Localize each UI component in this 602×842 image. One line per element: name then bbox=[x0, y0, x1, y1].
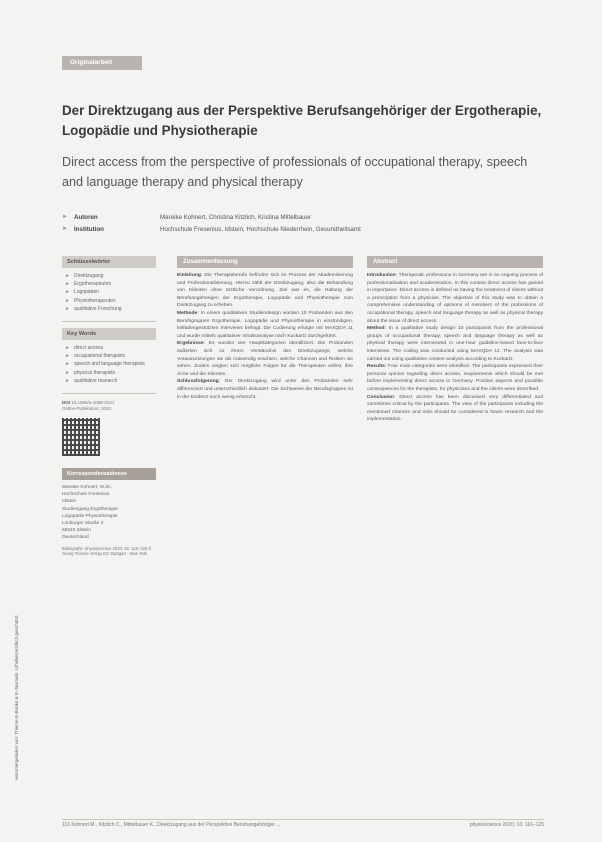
divider bbox=[62, 321, 156, 322]
institution-value: Hochschule Fresenius, Idstein, Hochschule Niederrhein, Gesundheitsamt bbox=[160, 225, 361, 233]
doi-value[interactable]: 10.1055/a-1068-0101 bbox=[71, 400, 115, 406]
paragraph: Conclusion: Direct access has been discussed very differentiated and sometimes critical by the participants. The view of the participants including the mentioned chances and risks should be considered in future research and the implementation. bbox=[367, 394, 543, 423]
abstract-body bbox=[367, 272, 543, 424]
list-item: ► occupational therapists bbox=[65, 353, 126, 360]
paragraph: Methode: In einem qualitativen Studiendesign wurden 10 Probanden aus den Berufsgruppen Ergotherapie, Logopädie und Physiotherapie in einstündigen, leitfadengestützten Interviews befragt. Die Codierung erfolgte mit MAXQDA 11 und wurde mittels qualitativer Inhaltsanalyse nach Kuckartz durchgeführt. bbox=[177, 310, 353, 339]
list-item: ► speech and language therapists bbox=[65, 361, 145, 368]
bullet-icon: ► bbox=[62, 214, 68, 220]
authors-value: Mareike Kohnert, Christina Kitzlich, Kristina Mittelbauer bbox=[160, 213, 311, 221]
correspondence-title: Korrespondenzadresse bbox=[62, 468, 156, 480]
qr-code-icon bbox=[62, 418, 100, 456]
list-item: ► Ergotherapeuten bbox=[65, 281, 112, 288]
list-item: ► qualitative research bbox=[65, 377, 118, 384]
paragraph: Schlussfolgerung: Der Direktzugang wird unter den Probanden sehr differenziert und unterschiedlich diskutiert. Die Sichtweise der Berufsgruppen ist in der Evidenz noch wenig erforscht. bbox=[177, 379, 353, 400]
zusammenfassung-body bbox=[177, 272, 353, 401]
bullet-icon: ► bbox=[65, 281, 70, 288]
doi-label: DOI bbox=[62, 400, 71, 406]
vertical-download-note bbox=[4, 80, 18, 800]
list-item: ► Logopäden bbox=[65, 289, 100, 296]
institution-label: Institution bbox=[74, 225, 104, 233]
keywords-list bbox=[62, 344, 156, 385]
institution-row bbox=[62, 223, 542, 235]
bullet-icon: ► bbox=[65, 273, 70, 279]
section-label: Originalarbeit bbox=[62, 56, 142, 70]
authors-label: Autoren bbox=[74, 213, 98, 221]
doi-block bbox=[62, 400, 156, 412]
zusammenfassung-title: Zusammenfassung bbox=[177, 256, 353, 268]
doi-extra: Online-Publikation: 2020 bbox=[62, 406, 112, 412]
schluesselwoerter-title: Schlüsselwörter bbox=[62, 256, 156, 268]
authors-row bbox=[62, 211, 542, 223]
paragraph: Method: In a qualitative study design 10 participants from the professional groups of occupational therapy, speech and language therapy as well as physical therapy were interviewed in one-hour guideline-based face-to-face interviews. The coding was conducted using MAXQDA 11. The analysis was carried out using qualitative content analysis according to Kuckartz. bbox=[367, 326, 543, 362]
paragraph: Ergebnisse: Es wurden vier Hauptkategorien identifiziert. Die Probanden äußerten sich zu ihrem Verständnis des Direktzugangs, welche Voraussetzungen sie als notwendig erachten, welche Chancen und Risiken sie sehen. Zudem zeigten sich mögliche Folgen für die Therapeuten selbst, ihre Ärzte und die Klienten. bbox=[177, 341, 354, 377]
paragraph: Einleitung: Die Therapieberufe befinden sich im Prozess der Akademisierung und Professionalisierung. Hierzu zählt der Direktzugang, also die Behandlung von Klienten ohne ärztliche Verordnung. Ziel war es, die Haltung der Berufsangehörigen der Ergotherapie, Logopädie und Physiotherapie zum Direktzugang zu erheben. bbox=[177, 273, 353, 309]
keywords-title: Key Words bbox=[62, 328, 156, 340]
bullet-icon: ► bbox=[65, 361, 70, 368]
correspondence-address: Mareike Kohnert, M.Sc. Hochschule Fresenius Idstein Studiengang Ergotherapie Logopädie Physiotherapie Limburger Straße 2 65510 Idstein Deutschland bbox=[62, 485, 118, 541]
footer-journal: physioscience 2020; 16: 116–125 bbox=[469, 822, 544, 828]
list-item: ► physical therapists bbox=[65, 369, 116, 376]
abstract-title: Abstract bbox=[367, 256, 543, 268]
bullet-icon: ► bbox=[62, 226, 68, 232]
page-footer bbox=[62, 819, 544, 830]
list-item: ► Physiotherapeuten bbox=[65, 297, 116, 304]
bullet-icon: ► bbox=[65, 305, 70, 312]
list-item: ► direct access bbox=[65, 345, 104, 352]
vertical-download-text: Heruntergeladen von: Thieme E-Books & E-Journals. Urheberrechtlich geschützt. bbox=[14, 614, 19, 780]
title-german: Der Direktzugang aus der Perspektive Berufsangehöriger der Ergotherapie, Logopädie und Physiotherapie bbox=[62, 103, 542, 138]
bullet-icon: ► bbox=[65, 289, 70, 296]
paragraph: Results: Four main categories were identified. The participants expressed their personal opinion regarding direct access, requirements which should be met before implementing direct access in Germany. Positive aspects and possible consequences for the therapists, for physicians and the clients were described. bbox=[367, 364, 543, 392]
left-sidebar bbox=[62, 256, 156, 557]
bibliography-note: Bibliografie: physioscience 2020; 16: 116–125 © Georg Thieme Verlag KG Stuttgart · New York bbox=[62, 545, 152, 557]
schluesselwoerter-list bbox=[62, 272, 156, 313]
article-meta bbox=[62, 211, 542, 235]
list-item: ► Direktzugang bbox=[65, 273, 104, 279]
divider bbox=[62, 393, 156, 394]
bullet-icon: ► bbox=[65, 377, 70, 384]
title-english: Direct access from the perspective of professionals of occupational therapy, speech and language therapy and physical therapy bbox=[62, 155, 528, 189]
abstract-column bbox=[367, 256, 543, 424]
bullet-icon: ► bbox=[65, 345, 70, 352]
bullet-icon: ► bbox=[65, 297, 70, 304]
footer-citation: 116 Kohnert M., Kitzlich C., Mittelbauer K., Direktzugang aus der Perspektive Berufsangehöriger ... bbox=[62, 822, 281, 828]
zusammenfassung-column bbox=[177, 256, 353, 401]
bullet-icon: ► bbox=[65, 353, 70, 360]
bullet-icon: ► bbox=[65, 369, 70, 376]
paragraph: Introduction: Therapeutic professions in Germany are in an ongoing process of professionalisation and academisation. In this context direct access has gained in importance. Direct access is defined as having the treatment of clients without a prescription from a physician. The objective of this study was to obtain a comprehensive understanding of opinions of members of the professions of occupational therapy, speech and language therapy as well as physical therapy about the issue of direct access. bbox=[367, 273, 543, 324]
list-item: ► qualitative Forschung bbox=[65, 305, 122, 312]
